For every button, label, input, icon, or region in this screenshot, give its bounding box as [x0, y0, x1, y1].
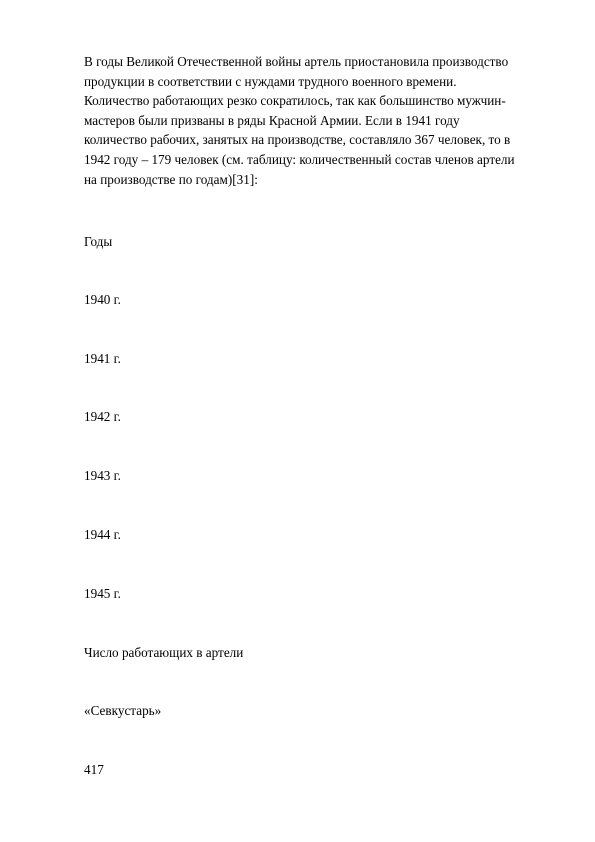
year-1943: 1943 г. [84, 468, 121, 483]
year-1945: 1945 г. [84, 586, 121, 601]
year-1940: 1940 г. [84, 292, 121, 307]
year-1944: 1944 г. [84, 527, 121, 542]
value-1940: 417 [84, 762, 104, 777]
artel-name: «Севкустарь» [84, 703, 162, 718]
body-paragraph: В годы Великой Отечественной войны артель приостановила производство продукции в соответствии с нуждами трудного военного времени. Количество работающих резко сократилось, так как большинство мужчин-мастеров были призваны в ряды Красной Армии. Если в 1941 году количество рабочих, занятых на производстве, составляло 367 человек, то в 1942 году – 179 человек (см. таблицу: количественный состав членов артели на производстве по годам)[31]: [84, 54, 515, 187]
year-1942: 1942 г. [84, 409, 121, 424]
year-1941: 1941 г. [84, 351, 121, 366]
column-label-workers: Число работающих в артели [84, 645, 244, 660]
table-header-years: Годы [84, 234, 113, 249]
